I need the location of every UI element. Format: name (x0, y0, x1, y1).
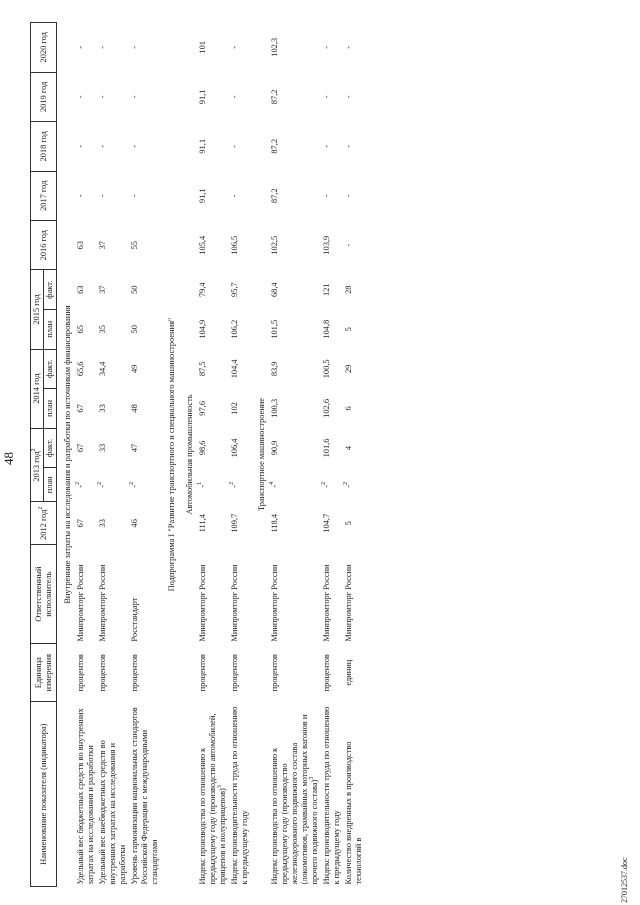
value-cell: -$^2$ (75, 481, 85, 488)
value-cell: 106,2 (230, 319, 239, 339)
header-2014: 2014 год (31, 349, 44, 428)
value-cell: -$^1$ (197, 481, 207, 488)
table-row (75, 23, 97, 887)
value-cell: - (98, 194, 107, 198)
page-number: 48 (1, 452, 16, 465)
table-body (57, 23, 366, 887)
value-cell: 101,5 (270, 319, 279, 339)
table-row (321, 23, 343, 887)
value-cell: - (98, 144, 107, 148)
value-cell: 67 (76, 404, 85, 413)
doc-reference: 27012537.doc (620, 857, 629, 903)
header-2015-fact: факт. (44, 270, 57, 310)
table-row (97, 23, 129, 887)
value-cell: - (76, 95, 85, 99)
value-cell: 87,2 (270, 138, 279, 154)
value-cell: 106,5 (230, 235, 239, 255)
value-cell: 102 (230, 402, 239, 415)
value-cell: -$^2$ (343, 481, 353, 488)
value-cell: 98,6 (198, 440, 207, 456)
table-row (343, 23, 365, 887)
indicator-name: Индекс производительности труда по отношению к предыдущему году (322, 706, 341, 885)
value-cell: 33 (98, 443, 107, 453)
value-cell: 50 (130, 285, 139, 294)
value-cell: 91,1 (198, 138, 207, 154)
value-cell: - (344, 194, 353, 198)
value-cell: 47 (130, 443, 139, 453)
value-cell: 65,6 (76, 361, 85, 377)
value-cell: - (322, 95, 331, 99)
value-cell: -$^2$ (97, 481, 107, 488)
value-cell: 83,9 (270, 361, 279, 377)
unit-cell: процентов (230, 654, 239, 692)
table-row (229, 23, 251, 887)
value-cell: 67 (76, 519, 85, 528)
section-row (57, 23, 76, 887)
value-cell: 67 (76, 443, 85, 453)
indicator-name: Индекс производства по отношению к предыдущему году (производство железнодорожного подвижного состава (локомотивов, трамвайных моторных вагонов и прочего подвижного состава)$^3$ (270, 714, 319, 885)
value-cell: -$^2$ (229, 481, 239, 488)
section-title-automotive: Автомобильная промышленность (185, 394, 194, 515)
header-2020: 2020 год (31, 23, 57, 73)
responsible-cell: Минпромторг России (98, 564, 107, 642)
indicator-name: Индекс производительности труда по отношению к предыдущему году (230, 706, 249, 885)
section-title-subprogram: Подпрограмма I "Развитие транспортного и специального машиностроения" (167, 317, 176, 592)
indicator-name: Количество внедренных в производство технологий в (344, 741, 363, 885)
header-2014-plan: план (44, 389, 57, 429)
value-cell: 109,7 (230, 513, 239, 533)
value-cell: 50 (130, 325, 139, 334)
value-cell: 106,4 (230, 438, 239, 458)
value-cell: 87,5 (198, 361, 207, 377)
value-cell: - (130, 144, 139, 148)
value-cell: 65 (76, 325, 85, 334)
header-2019: 2019 год (31, 72, 57, 121)
indicator-name: Удельный вес внебюджетных средств во внутренних затратах на исследования и разработки (98, 740, 127, 885)
section-row (251, 23, 269, 887)
responsible-cell: Минпромторг России (230, 564, 239, 642)
value-cell: 102,6 (322, 398, 331, 418)
table-row (129, 23, 161, 887)
unit-cell: процентов (130, 654, 139, 692)
header-2015: 2015 год (31, 270, 44, 349)
section-row (179, 23, 197, 887)
value-cell: 104,7 (322, 513, 331, 533)
value-cell: -$^2$ (129, 481, 139, 488)
value-cell: - (76, 194, 85, 198)
value-cell: - (344, 95, 353, 99)
table-row (197, 23, 229, 887)
value-cell: 90,9 (270, 440, 279, 456)
indicator-name: Удельный вес бюджетных средств во внутренних затратах на исследования и разработки (76, 708, 95, 885)
header-unit: Единица измерения (31, 644, 57, 702)
value-cell: 104,9 (198, 319, 207, 339)
section-title-transport: Транспортное машиностроение (257, 398, 266, 512)
value-cell: - (98, 45, 107, 49)
unit-cell: единиц (344, 659, 353, 686)
value-cell: 6 (344, 406, 353, 411)
value-cell: 37 (98, 241, 107, 250)
value-cell: 79,4 (198, 282, 207, 298)
section-title-funding: Внутренние затраты на исследования и разработки по источникам финансирования (63, 305, 72, 604)
value-cell: 95,7 (230, 282, 239, 298)
value-cell: 5 (344, 521, 353, 526)
indicator-name: Индекс производства по отношению к предыдущему году (производство автомобилей, прицепов и полуприцепов)$^3$ (198, 713, 227, 885)
header-2014-fact: факт. (44, 349, 57, 389)
indicators-table (30, 22, 365, 887)
value-cell: - (130, 194, 139, 198)
value-cell: 103,9 (322, 235, 331, 255)
value-cell: - (230, 144, 239, 148)
value-cell: 55 (130, 241, 139, 250)
value-cell: - (322, 45, 331, 49)
value-cell: 91,1 (198, 89, 207, 105)
value-cell: - (98, 95, 107, 99)
unit-cell: процентов (98, 654, 107, 692)
value-cell: 29 (344, 364, 353, 374)
value-cell: - (130, 95, 139, 99)
header-2015-plan: план (44, 310, 57, 350)
value-cell: 37 (98, 285, 107, 294)
value-cell: - (322, 194, 331, 198)
value-cell: 105,4 (198, 235, 207, 255)
value-cell: 104,8 (322, 319, 331, 339)
unit-cell: процентов (198, 654, 207, 692)
value-cell: 34,4 (98, 361, 107, 377)
responsible-cell: Минпромторг России (322, 564, 331, 642)
value-cell: 28 (344, 285, 353, 294)
value-cell: 91,1 (198, 188, 207, 204)
value-cell: - (344, 45, 353, 49)
value-cell: 102,3 (270, 37, 279, 57)
table-header (31, 23, 57, 887)
value-cell: 48 (130, 404, 139, 413)
value-cell: - (344, 144, 353, 148)
value-cell: -$^2$ (321, 481, 331, 488)
header-2012: 2012 год$^2$ (31, 502, 57, 545)
value-cell: 35 (98, 325, 107, 334)
responsible-cell: Минпромторг России (76, 564, 85, 642)
value-cell: - (230, 194, 239, 198)
value-cell: 87,2 (270, 89, 279, 105)
value-cell: 101 (198, 41, 207, 54)
value-cell: 63 (76, 285, 85, 294)
responsible-cell: Минпромторг России (198, 564, 207, 642)
header-2013-fact: факт. (44, 428, 57, 468)
responsible-cell: Росстандарт (130, 597, 139, 642)
value-cell: - (130, 45, 139, 49)
value-cell: 101,6 (322, 438, 331, 458)
value-cell: 121 (322, 283, 331, 296)
value-cell: 68,4 (270, 282, 279, 298)
value-cell: 5 (344, 327, 353, 332)
value-cell: 100,5 (322, 359, 331, 379)
table-row (269, 23, 321, 887)
value-cell: 111,4 (198, 514, 207, 533)
header-2016: 2016 год (31, 220, 57, 269)
value-cell: - (322, 144, 331, 148)
value-cell: 63 (76, 241, 85, 250)
value-cell: 118,4 (270, 513, 279, 533)
value-cell: 100,3 (270, 398, 279, 418)
header-2017: 2017 год (31, 171, 57, 220)
value-cell: 97,6 (198, 401, 207, 416)
value-cell: - (76, 144, 85, 148)
header-2018: 2018 год (31, 122, 57, 171)
value-cell: - (230, 95, 239, 99)
value-cell: - (344, 243, 353, 247)
header-2013: 2013 год$^2$ (31, 428, 44, 502)
value-cell: 49 (130, 364, 139, 374)
value-cell: 87,2 (270, 188, 279, 204)
value-cell: -$^4$ (269, 481, 279, 488)
value-cell: 33 (98, 519, 107, 528)
header-responsible: Ответственный исполнитель (31, 545, 57, 644)
header-2013-plan: план (44, 468, 57, 502)
value-cell: 102,5 (270, 235, 279, 255)
header-name: Наименование показателя (индикатора) (31, 702, 57, 887)
unit-cell: процентов (76, 654, 85, 692)
section-row (161, 23, 179, 887)
value-cell: - (76, 45, 85, 49)
value-cell: - (230, 45, 239, 49)
responsible-cell: Минпромторг России (270, 564, 279, 642)
indicator-name: Уровень гармонизации национальных стандартов Российской Федерации с международными стандартами (130, 707, 159, 885)
value-cell: 33 (98, 404, 107, 413)
value-cell: 104,4 (230, 359, 239, 379)
unit-cell: процентов (322, 654, 331, 692)
unit-cell: процентов (270, 654, 279, 692)
value-cell: 4 (344, 445, 353, 451)
value-cell: 46 (130, 519, 139, 528)
responsible-cell: Минпромторг России (344, 564, 353, 642)
